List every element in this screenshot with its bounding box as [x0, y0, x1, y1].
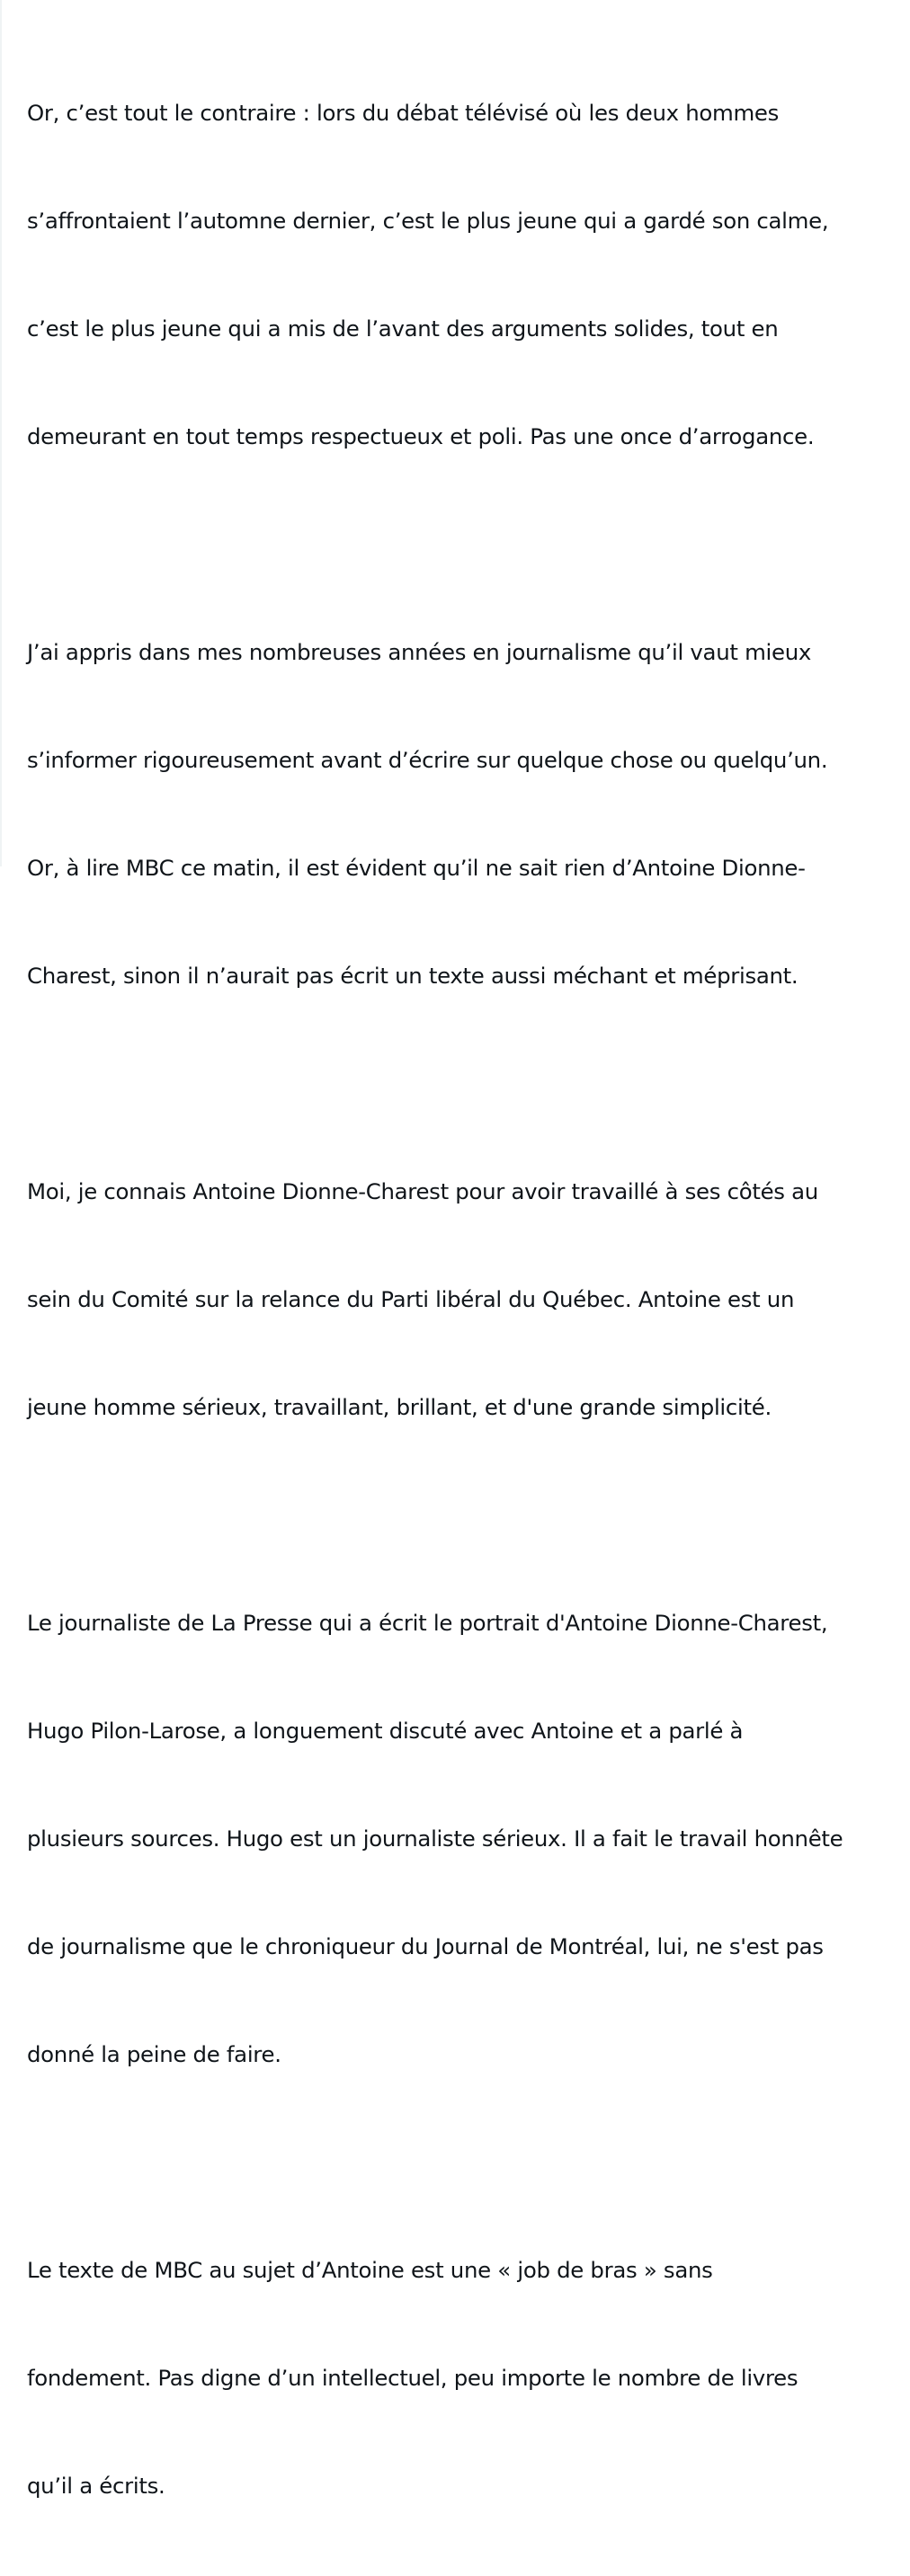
post-paragraph-5	[27, 2181, 899, 2576]
thread-left-border	[0, 0, 2, 866]
text-line: Or, c’est tout le contraire : lors du débat télévisé où les deux hommes	[27, 100, 780, 126]
text-line: J’ai appris dans mes nombreuses années en journalisme qu’il vaut mieux	[27, 639, 812, 665]
text-line: de journalisme que le chroniqueur du Journal de Montréal, lui, ne s'est pas	[27, 1933, 824, 1959]
text-line: Hugo Pilon-Larose, a longuement discuté avec Antoine et a parlé à	[27, 1718, 744, 1744]
text-line: Or, à lire MBC ce matin, il est évident qu’il ne sait rien d’Antoine Dionne-	[27, 855, 806, 881]
text-line: jeune homme sérieux, travaillant, brillant, et d'une grande simplicité.	[27, 1394, 772, 1420]
text-line: s’informer rigoureusement avant d’écrire sur quelque chose ou quelqu’un.	[27, 747, 828, 773]
post-paragraph-1	[27, 23, 899, 527]
post-paragraph-2	[27, 563, 899, 1066]
text-line: plusieurs sources. Hugo est un journaliste sérieux. Il a fait le travail honnête	[27, 1825, 843, 1852]
post-paragraph-4	[27, 1533, 899, 2145]
text-line: s’affrontaient l’automne dernier, c’est le plus jeune qui a gardé son calme,	[27, 208, 829, 234]
text-line: Moi, je connais Antoine Dionne-Charest pour avoir travaillé à ses côtés au	[27, 1178, 818, 1204]
text-line: donné la peine de faire.	[27, 2041, 281, 2067]
text-line: Le journaliste de La Presse qui a écrit le portrait d'Antoine Dionne-Charest,	[27, 1610, 828, 1636]
post-paragraph-3	[27, 1102, 899, 1497]
text-line: qu’il a écrits.	[27, 2473, 165, 2499]
text-line: Charest, sinon il n’aurait pas écrit un texte aussi méchant et méprisant.	[27, 963, 798, 989]
text-line: c’est le plus jeune qui a mis de l’avant des arguments solides, tout en	[27, 315, 779, 342]
text-line: demeurant en tout temps respectueux et poli. Pas une once d’arrogance.	[27, 423, 815, 449]
post-text-body	[27, 23, 899, 2576]
text-line: Le texte de MBC au sujet d’Antoine est une « job de bras » sans	[27, 2257, 713, 2283]
text-line: fondement. Pas digne d’un intellectuel, peu importe le nombre de livres	[27, 2365, 798, 2391]
text-line: sein du Comité sur la relance du Parti libéral du Québec. Antoine est un	[27, 1286, 795, 1312]
